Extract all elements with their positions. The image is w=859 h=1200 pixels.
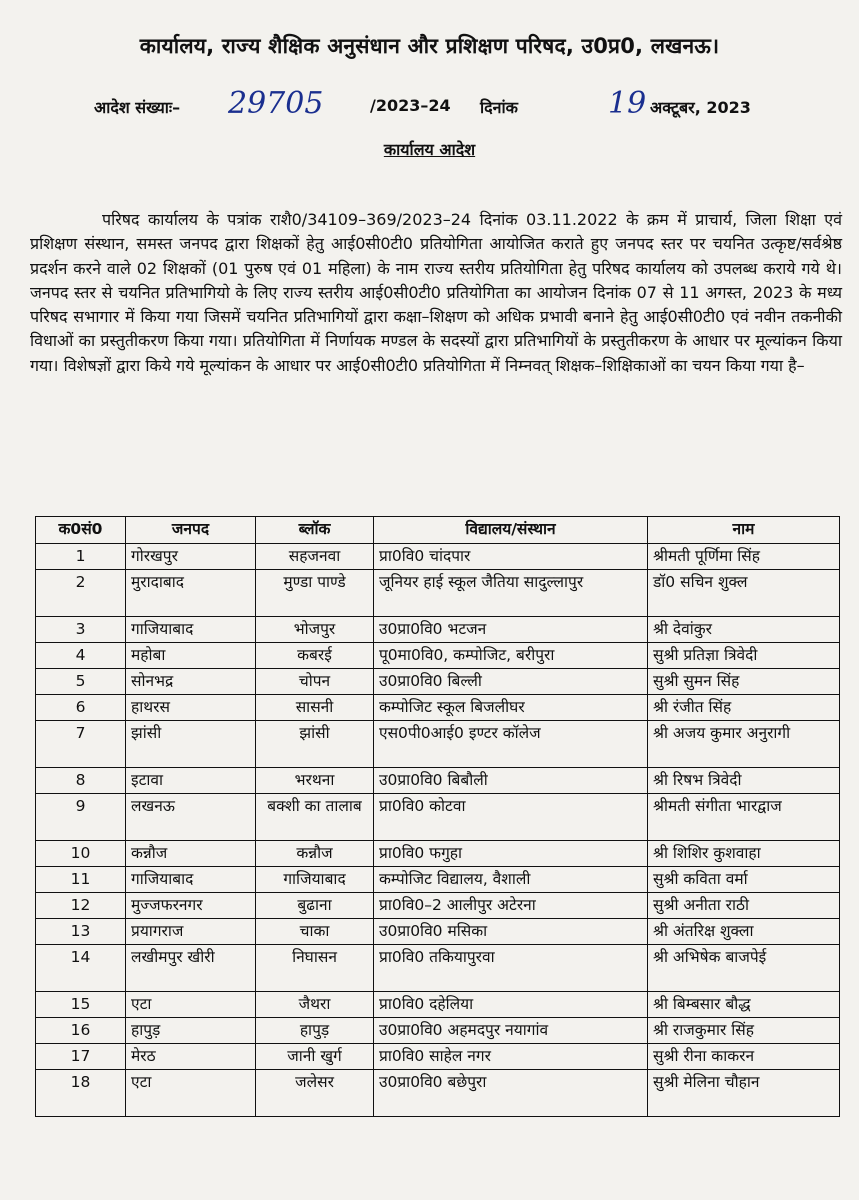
cell-sn: 18: [36, 1070, 126, 1117]
cell-school: एस0पी0आई0 इण्टर कॉलेज: [374, 721, 648, 768]
cell-school: पू0मा0वि0, कम्पोजिट, बरीपुरा: [374, 643, 648, 669]
col-header-name: नाम: [648, 517, 840, 544]
cell-name: श्रीमती पूर्णिमा सिंह: [648, 544, 840, 570]
cell-block: मुण्डा पाण्डे: [256, 570, 374, 617]
table-row: [36, 919, 840, 945]
cell-sn: 10: [36, 841, 126, 867]
table-row: [36, 841, 840, 867]
col-header-district: जनपद: [126, 517, 256, 544]
cell-district: मेरठ: [126, 1044, 256, 1070]
cell-school: प्रा0वि0–2 आलीपुर अटेरना: [374, 893, 648, 919]
date-label: दिनांक: [480, 98, 518, 117]
cell-name: श्री अभिषेक बाजपेई: [648, 945, 840, 992]
table-row: [36, 768, 840, 794]
cell-name: श्रीमती संगीता भारद्वाज: [648, 794, 840, 841]
cell-block: जलेसर: [256, 1070, 374, 1117]
table-row: [36, 669, 840, 695]
table-row: [36, 570, 840, 617]
cell-school: प्रा0वि0 कोटवा: [374, 794, 648, 841]
cell-block: बक्शी का तालाब: [256, 794, 374, 841]
cell-school: उ0प्रा0वि0 बिबौली: [374, 768, 648, 794]
cell-block: हापुड़: [256, 1018, 374, 1044]
cell-block: जानी खुर्ग: [256, 1044, 374, 1070]
cell-district: एटा: [126, 992, 256, 1018]
cell-name: श्री शिशिर कुशवाहा: [648, 841, 840, 867]
cell-name: श्री देवांकुर: [648, 617, 840, 643]
cell-district: मुरादाबाद: [126, 570, 256, 617]
cell-block: कबरई: [256, 643, 374, 669]
cell-block: चाका: [256, 919, 374, 945]
cell-sn: 16: [36, 1018, 126, 1044]
cell-district: सोनभद्र: [126, 669, 256, 695]
cell-sn: 7: [36, 721, 126, 768]
order-label: आदेश संख्याः–: [94, 98, 181, 117]
order-subject: कार्यालय आदेश: [383, 140, 476, 159]
cell-name: श्री अजय कुमार अनुरागी: [648, 721, 840, 768]
table-header-row: [36, 517, 840, 544]
order-number-handwritten: 29705: [228, 86, 324, 121]
cell-district: प्रयागराज: [126, 919, 256, 945]
cell-name: डॉ0 सचिन शुक्ल: [648, 570, 840, 617]
cell-district: एटा: [126, 1070, 256, 1117]
cell-district: गोरखपुर: [126, 544, 256, 570]
table-row: [36, 1044, 840, 1070]
table-row: [36, 695, 840, 721]
cell-sn: 1: [36, 544, 126, 570]
cell-district: इटावा: [126, 768, 256, 794]
cell-district: मुज्जफरनगर: [126, 893, 256, 919]
date-month-year: अक्टूबर, 2023: [650, 98, 751, 117]
table-row: [36, 794, 840, 841]
cell-sn: 11: [36, 867, 126, 893]
order-paragraph: परिषद कार्यालय के पत्रांक राशै0/34109–369/2023–24 दिनांक 03.11.2022 के क्रम में प्राचार्य, जिला शिक्षा एवं प्रशिक्षण संस्थान, समस्त जनपद द्वारा शिक्षकों हेतु आई0सी0टी0 प्रतियोगिता आयोजित कराते हुए जनपद स्तर पर चयनित उत्कृष्ट/सर्वश्रेष्ठ प्रदर्शन करने वाले 02 शिक्षकों (01 पुरुष एवं 01 महिला) के नाम राज्य स्तरीय प्रतियोगिता हेतु परिषद कार्यालय को उपलब्ध कराये गये थे। जनपद स्तर से चयनित प्रतिभागियो के लिए राज्य स्तरीय आई0सी0टी0 प्रतियोगिता का आयोजन दिनांक 07 से 11 अगस्त, 2023 के मध्य परिषद सभागार में किया गया जिसमें चयनित प्रतिभागियों द्वारा कक्षा–शिक्षण को अधिक प्रभावी बनाने हेतु आई0सी0टी0 एवं नवीन तकनीकी विधाओं का प्रस्तुतीकरण किया गया। प्रतियोगिता में निर्णायक मण्डल के सदस्यों द्वारा प्रतिभागियों के प्रस्तुतीकरण के आधार पर मूल्यांकन किया गया। विशेषज्ञों द्वारा किये गये मूल्यांकन के आधार पर आई0सी0टी0 प्रतियोगिता में निम्नवत् शिक्षक–शिक्षिकाओं का चयन किया गया है–: [30, 210, 842, 375]
cell-district: लखनऊ: [126, 794, 256, 841]
cell-sn: 5: [36, 669, 126, 695]
table-row: [36, 544, 840, 570]
cell-name: श्री राजकुमार सिंह: [648, 1018, 840, 1044]
cell-block: निघासन: [256, 945, 374, 992]
table-row: [36, 1070, 840, 1117]
table-row: [36, 617, 840, 643]
cell-district: हापुड़: [126, 1018, 256, 1044]
table-row: [36, 721, 840, 768]
table-row: [36, 945, 840, 992]
cell-district: गाजियाबाद: [126, 617, 256, 643]
cell-sn: 4: [36, 643, 126, 669]
cell-name: श्री रंजीत सिंह: [648, 695, 840, 721]
cell-name: सुश्री सुमन सिंह: [648, 669, 840, 695]
cell-school: उ0प्रा0वि0 बिल्ली: [374, 669, 648, 695]
order-year: /2023–24: [370, 96, 451, 115]
cell-school: प्रा0वि0 दहेलिया: [374, 992, 648, 1018]
cell-school: कम्पोजिट विद्यालय, वैशाली: [374, 867, 648, 893]
table-row: [36, 643, 840, 669]
cell-name: श्री रिषभ त्रिवेदी: [648, 768, 840, 794]
cell-district: हाथरस: [126, 695, 256, 721]
cell-school: प्रा0वि0 साहेल नगर: [374, 1044, 648, 1070]
cell-district: लखीमपुर खीरी: [126, 945, 256, 992]
cell-school: उ0प्रा0वि0 भटजन: [374, 617, 648, 643]
cell-name: श्री बिम्बसार बौद्ध: [648, 992, 840, 1018]
cell-sn: 2: [36, 570, 126, 617]
cell-sn: 9: [36, 794, 126, 841]
cell-block: सासनी: [256, 695, 374, 721]
cell-sn: 14: [36, 945, 126, 992]
cell-school: प्रा0वि0 तकियापुरवा: [374, 945, 648, 992]
cell-sn: 3: [36, 617, 126, 643]
cell-district: झांसी: [126, 721, 256, 768]
table-row: [36, 867, 840, 893]
cell-school: जूनियर हाई स्कूल जैतिया सादुल्लापुर: [374, 570, 648, 617]
col-header-block: ब्लॉक: [256, 517, 374, 544]
date-day-handwritten: 19: [608, 86, 647, 121]
cell-school: प्रा0वि0 फगुहा: [374, 841, 648, 867]
cell-name: सुश्री रीना काकरन: [648, 1044, 840, 1070]
cell-school: उ0प्रा0वि0 मसिका: [374, 919, 648, 945]
selection-table: [35, 516, 840, 1117]
cell-block: कन्नौज: [256, 841, 374, 867]
cell-sn: 12: [36, 893, 126, 919]
cell-district: गाजियाबाद: [126, 867, 256, 893]
cell-name: श्री अंतरिक्ष शुक्ला: [648, 919, 840, 945]
cell-school: प्रा0वि0 चांदपार: [374, 544, 648, 570]
cell-block: चोपन: [256, 669, 374, 695]
cell-block: बुढाना: [256, 893, 374, 919]
cell-school: उ0प्रा0वि0 बछेपुरा: [374, 1070, 648, 1117]
cell-district: कन्नौज: [126, 841, 256, 867]
cell-block: भरथना: [256, 768, 374, 794]
cell-sn: 15: [36, 992, 126, 1018]
col-header-school: विद्यालय/संस्थान: [374, 517, 648, 544]
cell-sn: 8: [36, 768, 126, 794]
cell-block: भोजपुर: [256, 617, 374, 643]
cell-name: सुश्री अनीता राठी: [648, 893, 840, 919]
cell-district: महोबा: [126, 643, 256, 669]
cell-sn: 17: [36, 1044, 126, 1070]
table-row: [36, 1018, 840, 1044]
cell-name: सुश्री कविता वर्मा: [648, 867, 840, 893]
cell-name: सुश्री प्रतिज्ञा त्रिवेदी: [648, 643, 840, 669]
table-row: [36, 992, 840, 1018]
table-row: [36, 893, 840, 919]
cell-block: गाजियाबाद: [256, 867, 374, 893]
cell-school: कम्पोजिट स्कूल बिजलीघर: [374, 695, 648, 721]
cell-name: सुश्री मेलिना चौहान: [648, 1070, 840, 1117]
cell-block: जैथरा: [256, 992, 374, 1018]
office-heading: कार्यालय, राज्य शैक्षिक अनुसंधान और प्रशिक्षण परिषद, उ0प्र0, लखनऊ।: [139, 34, 720, 58]
cell-school: उ0प्रा0वि0 अहमदपुर नयागांव: [374, 1018, 648, 1044]
cell-block: झांसी: [256, 721, 374, 768]
cell-sn: 6: [36, 695, 126, 721]
cell-sn: 13: [36, 919, 126, 945]
cell-block: सहजनवा: [256, 544, 374, 570]
col-header-sn: क0सं0: [36, 517, 126, 544]
